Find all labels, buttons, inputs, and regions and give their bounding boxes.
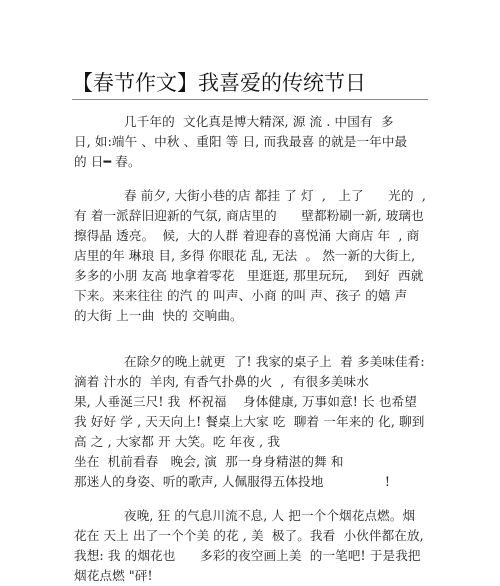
paragraph-spacer	[74, 172, 426, 186]
paragraph-intro: 几千年的 文化真是博大精深, 源 流 . 中国有 多 日, 如:端午 、中秋 、重阳 等 日, 而我最喜 的就是一年中最 的 日━ 春。	[74, 114, 420, 169]
article-body	[74, 112, 432, 586]
paragraph-spacer	[74, 326, 426, 352]
title-divider	[72, 99, 428, 100]
article-title: 【春节作文】我喜爱的传统节日	[72, 71, 366, 95]
paragraph-fireworks: 夜晚, 狂 的气息川流不息, 人 把一个个烟花点燃。烟花在 天上 出了一个个美 的花 , 美 极了。我看 小伙伴都在放, 我想: 我 的烟花也 多彩的夜空画上美 的一笔吧! 于是我把烟花点燃 "砰!	[74, 508, 428, 583]
paragraph-new-years-eve: 在除夕的晚上就更 了! 我家的桌子上 着 多美味佳肴: 滴着 汁水的 羊肉, 有香气扑鼻的火 , 有很多美味水 果, 人垂涎三尺! 我 杯祝福 身体健康, 万事如意! 长 也希望我 好好 学 , 天天向上! 餐桌上大家 吃 聊着 一年来的 化, 聊到高 之 , 大家都 开 大笑。吃 年夜 , 我 坐在 机前看春 晚会, 演 那一身身精湛的舞 和 那迷人的身姿、听的歌声, 人佩服得五体投地 !	[74, 354, 425, 489]
paragraph-spacer	[74, 492, 426, 506]
paragraph-eve-street: 春 前夕, 大街小巷的店 都挂 了 灯 , 上了 光的 , 有 着一派辞旧迎新的气氛, 商店里的 壁都粉刷一新, 玻璃也擦得晶 透亮。 候, 大的人群 着迎春的喜悦涌 大商店 年 , 商店里的年 琳琅 目, 多得 你眼花 乱, 无法 。 然一新的大街上, 多多的小朋 友高 地拿着零花 里逛逛, 那里玩玩, 到好 西就 下来。来来往往 的汽 的 叫声、小商 的叫 声、孩子 的嬉 声 的大街 上一曲 快的 交响曲。	[74, 188, 432, 323]
